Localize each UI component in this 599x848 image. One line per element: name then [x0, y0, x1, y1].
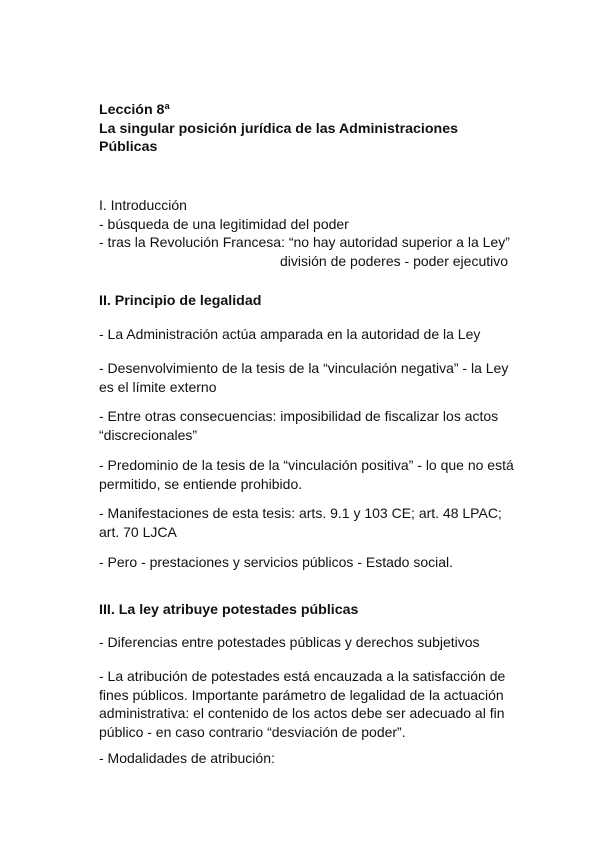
- lesson-title-line: La singular posición jurídica de las Administraciones: [99, 120, 458, 137]
- paragraph: - Manifestaciones de esta tesis: arts. 9.1 y 103 CE; art. 48 LPAC; art. 70 LJCA: [99, 505, 502, 540]
- lesson-title-line: Públicas: [99, 139, 158, 155]
- paragraph: - Entre otras consecuencias: imposibilidad de fiscalizar los actos “discrecionales”: [99, 408, 499, 443]
- lesson-number: Lección 8ª: [99, 102, 170, 118]
- paragraph: - La Administración actúa amparada en la autoridad de la Ley: [99, 326, 481, 342]
- section-heading: III. La ley atribuye potestades públicas: [99, 602, 359, 618]
- paragraph: - La atribución de potestades está encauzada a la satisfacción de fines públicos. Importante parámetro de legalidad de la actuación administrativa: el contenido de los actos debe ser adecuado al fin público - en caso contrario “desviación de poder”.: [99, 668, 506, 740]
- paragraph: - Modalidades de atribución:: [99, 750, 275, 766]
- lesson-title: [99, 101, 529, 157]
- section-heading: I. Introducción: [99, 197, 187, 213]
- list-item: - tras la Revolución Francesa: “no hay autoridad superior a la Ley”: [99, 234, 510, 250]
- paragraph: - Pero - prestaciones y servicios públicos - Estado social.: [99, 554, 454, 570]
- paragraph: - Diferencias entre potestades públicas y derechos subjetivos: [99, 634, 480, 650]
- list-item-continuation: división de poderes - poder ejecutivo: [280, 252, 509, 269]
- list-item: - búsqueda de una legitimidad del poder: [99, 215, 349, 232]
- paragraph: - Predominio de la tesis de la “vinculación positiva” - lo que no está permitido, se entiende prohibido.: [99, 457, 514, 492]
- section-heading: II. Principio de legalidad: [99, 293, 262, 309]
- paragraph: - Desenvolvimiento de la tesis de la “vinculación negativa” - la Ley es el límite externo: [99, 360, 509, 395]
- section-introduction: [99, 196, 529, 270]
